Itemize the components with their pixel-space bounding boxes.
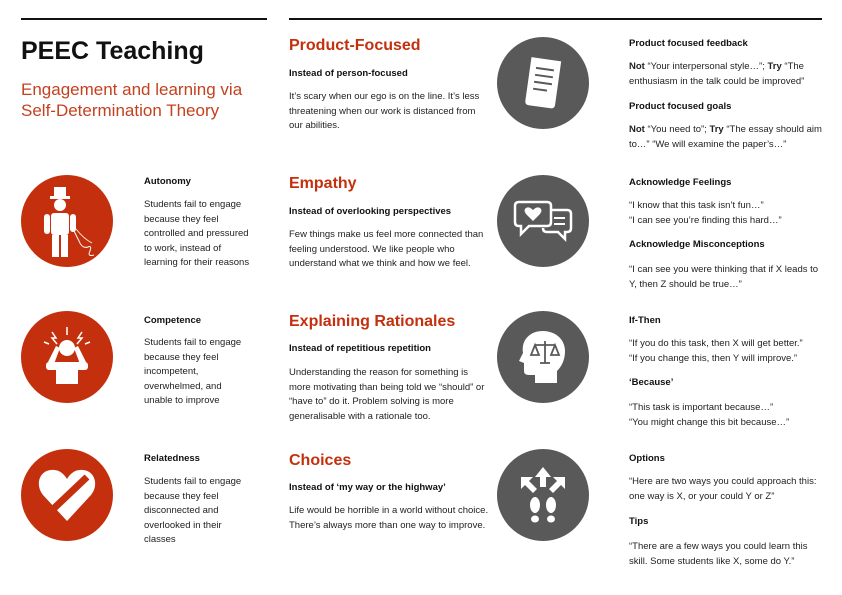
- strategy-subtitle-empathy: Instead of overlooking perspectives: [289, 206, 452, 217]
- try-text: “The essay should aim to…” “We will examine the paper’s…”: [629, 124, 822, 150]
- example-heading-acknowledge-feelings: Acknowledge Feelings: [629, 177, 732, 188]
- broken-heart-icon: [21, 449, 113, 541]
- not-label: Not: [629, 61, 645, 72]
- top-rule-left: [21, 18, 267, 20]
- example-heading-tips: Tips: [629, 516, 649, 527]
- example-heading-options: Options: [629, 453, 665, 464]
- page-title: PEEC Teaching: [21, 37, 204, 65]
- stressed-person-icon: [21, 311, 113, 403]
- head-scales-icon: [497, 311, 589, 403]
- strategy-title-explaining-rationales: Explaining Rationales: [289, 313, 456, 330]
- arrows-footprints-icon: [497, 449, 589, 541]
- strategy-title-choices: Choices: [289, 452, 352, 469]
- example-feelings-line-2: “I can see you’re finding this hard…”: [629, 215, 782, 226]
- page-subtitle: Engagement and learning via Self-Determination Theory: [21, 80, 243, 120]
- try-label: Try: [767, 61, 782, 72]
- example-because-line-2: “You might change this bit because…”: [629, 417, 790, 428]
- example-if-then-line-1: “If you do this task, then X will get better.”: [629, 338, 803, 349]
- example-tips-text: “There are a few ways you could learn this skill. Some students like X, some do Y.”: [629, 541, 808, 567]
- need-text-relatedness: Students fail to engage because they feel disconnected and overlooked in their classes: [144, 476, 242, 545]
- example-misconceptions-text: “I can see you were thinking that if X leads to Y, then Z should be true…”: [629, 264, 819, 290]
- puppet-icon: [21, 175, 113, 267]
- example-heading-acknowledge-misconceptions: Acknowledge Misconceptions: [629, 239, 765, 250]
- strategy-text-product-focused: It’s scary when our ego is on the line. It’s less threatening when our work is distanced from our abilities.: [289, 91, 480, 131]
- strategy-text-empathy: Few things make us feel more connected than feeling understood. We like people who understand what we think and how we feel.: [289, 229, 484, 269]
- example-heading-product-goals: Product focused goals: [629, 101, 732, 112]
- strategy-subtitle-explaining-rationales: Instead of repetitious repetition: [289, 343, 431, 354]
- try-label: Try: [709, 124, 724, 135]
- need-title-autonomy: Autonomy: [144, 176, 191, 187]
- example-if-then-line-2: “If you change this, then Y will improve.”: [629, 353, 798, 364]
- need-title-competence: Competence: [144, 315, 202, 326]
- example-feelings-line-1: “I know that this task isn’t fun…”: [629, 200, 764, 211]
- example-heading-product-feedback: Product focused feedback: [629, 38, 748, 49]
- need-title-relatedness: Relatedness: [144, 453, 200, 464]
- example-heading-if-then: If-Then: [629, 315, 661, 326]
- not-label: Not: [629, 124, 645, 135]
- strategy-subtitle-product-focused: Instead of person-focused: [289, 68, 408, 79]
- example-product-feedback-text: [629, 59, 825, 89]
- document-icon: [497, 37, 589, 129]
- not-text: “You need to”;: [644, 124, 710, 135]
- strategy-subtitle-choices: Instead of ‘my way or the highway’: [289, 482, 446, 493]
- strategy-text-choices: Life would be horrible in a world without choice. There’s always more than one way to improve.: [289, 505, 489, 531]
- strategy-title-empathy: Empathy: [289, 175, 357, 192]
- need-text-autonomy: Students fail to engage because they feel controlled and pressured to work, instead of learning for their reasons: [144, 199, 250, 268]
- example-because-line-1: “This task is important because…”: [629, 402, 774, 413]
- need-text-competence: Students fail to engage because they feel incompetent, overwhelmed, and unable to improve: [144, 337, 242, 406]
- top-rule-right: [289, 18, 822, 20]
- not-text: “Your interpersonal style…”;: [644, 61, 768, 72]
- strategy-text-explaining-rationales: Understanding the reason for something is more motivating than being told we “should” or “have to” do it. Problem solving is more generalisable with a rationale too.: [289, 367, 485, 422]
- example-options-text: “Here are two ways you could approach this: one way is X, or your could Y or Z”: [629, 476, 817, 502]
- example-heading-because: ‘Because’: [629, 377, 674, 388]
- speech-bubbles-heart-icon: [497, 175, 589, 267]
- try-text: “The enthusiasm in the talk could be improved”: [629, 61, 805, 87]
- strategy-title-product-focused: Product-Focused: [289, 37, 421, 54]
- example-product-goals-text: [629, 122, 825, 152]
